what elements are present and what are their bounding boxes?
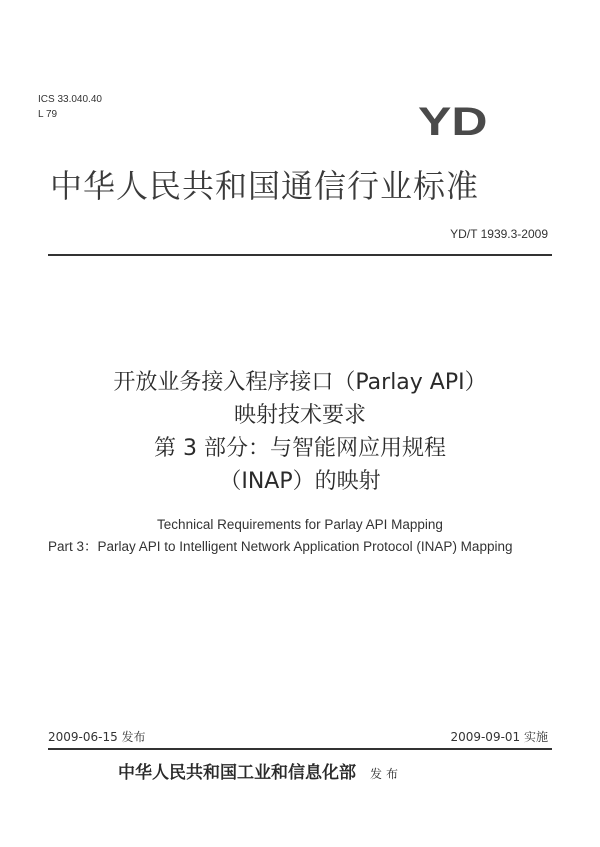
title-line-1: 开放业务接入程序接口（Parlay API） (113, 370, 487, 395)
title-en-line-2: Part 3：Parlay API to Intelligent Network Application Protocol (INAP) Mapping (48, 539, 513, 554)
title-en-line-1: Technical Requirements for Parlay API Mapping (157, 517, 443, 532)
yd-logo: YD (418, 100, 488, 144)
implementation-date: 2009-09-01 实施 (450, 730, 548, 744)
classification-codes (38, 92, 102, 122)
release-date: 2009-06-15 发布 (48, 730, 146, 744)
ics-code: ICS 33.040.40 (38, 94, 102, 105)
standard-number: YD/T 1939.3-2009 (450, 227, 548, 241)
title-line-2: 映射技术要求 (233, 403, 366, 428)
footer-divider (48, 748, 552, 750)
title-line-4: （INAP）的映射 (219, 469, 381, 494)
document-title-cn (0, 366, 600, 498)
issuer (118, 758, 402, 783)
document-title-en (0, 514, 600, 558)
header-divider (48, 254, 552, 256)
issuer-suffix: 发布 (370, 767, 403, 781)
issuer-name: 中华人民共和国工业和信息化部 (118, 763, 356, 783)
ccs-code: L 79 (38, 109, 58, 120)
org-title: 中华人民共和国通信行业标准 (50, 167, 480, 205)
title-line-3: 第 3 部分：与智能网应用规程 (154, 436, 446, 461)
